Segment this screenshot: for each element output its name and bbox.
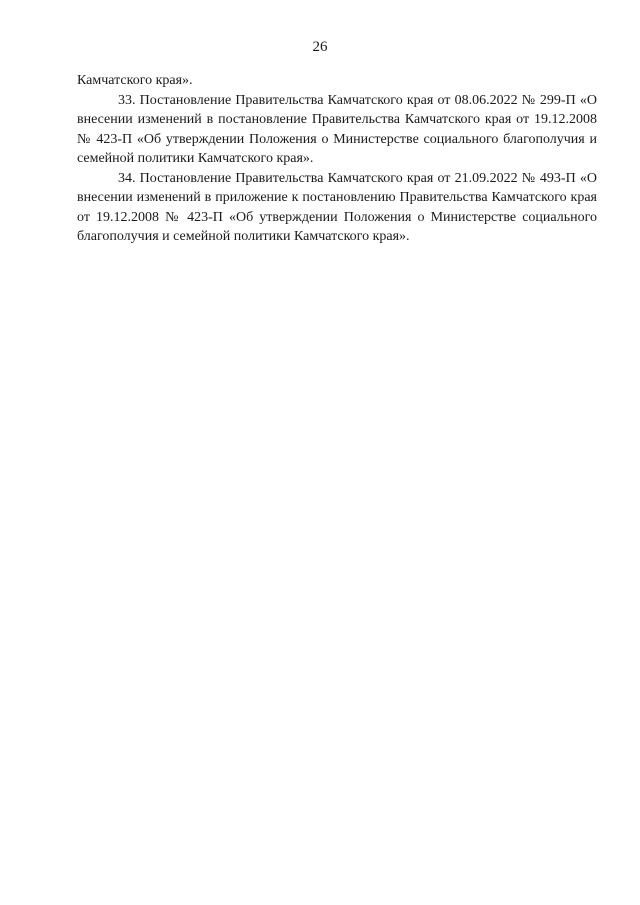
list-item-34: 34. Постановление Правительства Камчатского края от 21.09.2022 № 493-П «О внесении изменений в приложение к постановлению Правительства Камчатского края от 19.12.2008 № 423-П «Об утверждении Положения о Министерстве социального благополучия и семейной политики Камчатского края». [77, 170, 597, 244]
paragraph-continuation: Камчатского края». [77, 73, 193, 88]
page-number: 26 [312, 39, 328, 55]
document-body [77, 71, 597, 247]
list-item-33: 33. Постановление Правительства Камчатского края от 08.06.2022 № 299-П «О внесении изменений в постановление Правительства Камчатского края от 19.12.2008 № 423-П «Об утверждении Положения о Министерстве социального благополучия и семейной политики Камчатского края». [77, 92, 597, 166]
